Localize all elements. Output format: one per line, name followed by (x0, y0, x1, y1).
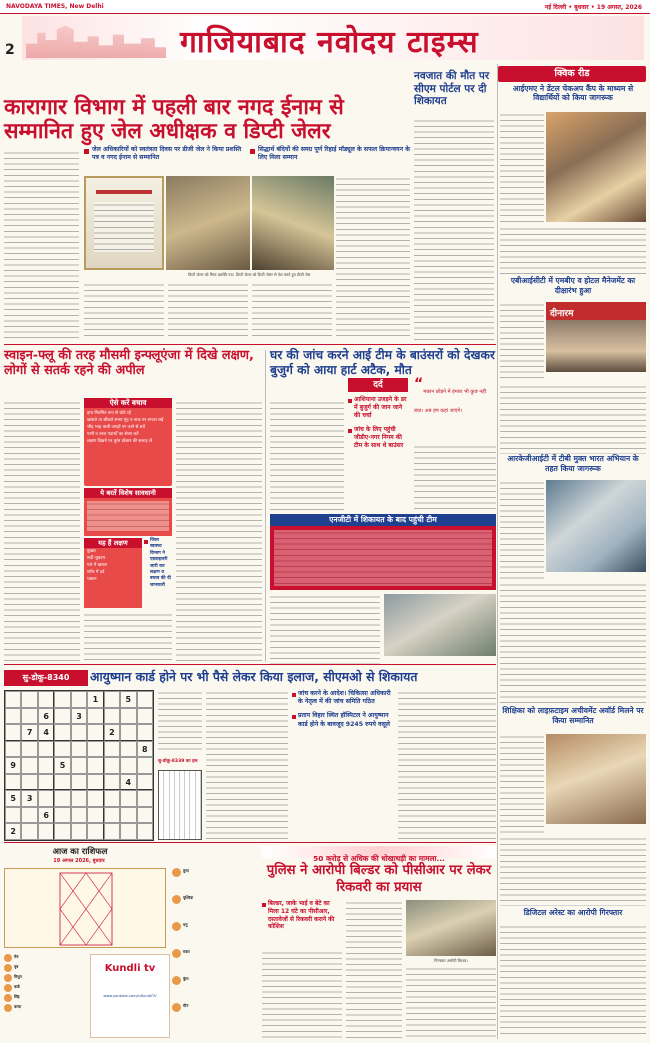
sudoku-cell: 2 (104, 724, 120, 741)
lead-caption-2: डिप्टी जेलर को डिप्टी जेलर से पेश करते हुए डीजी जेल (236, 272, 311, 277)
right-body-1 (500, 112, 544, 222)
sudoku-cell: 4 (120, 774, 136, 791)
sudoku-cell (87, 807, 103, 824)
sudoku-cell (71, 774, 87, 791)
zodiac-capricorn-icon (172, 949, 181, 958)
builder-caption: गिरफ्तार आरोपी बिल्डर। (434, 958, 468, 963)
sign-item: मेष (4, 954, 88, 962)
bullet-square-icon (292, 693, 296, 697)
rashifal-title: आज का राशिफल (52, 846, 108, 856)
flu-box-prevention-title: ऐसे करें बचाव (84, 398, 172, 408)
sudoku-cell (87, 823, 103, 840)
sudoku-cell: 1 (87, 691, 103, 708)
ayushman-headline: आयुष्मान कार्ड होने पर भी पैसे लेकर किया इलाज, सीएमओ से शिकायत (90, 669, 418, 684)
sudoku-cell: 5 (120, 691, 136, 708)
sudoku-cell (71, 724, 87, 741)
fraud-strip: 50 करोड़ से अधिक की धोखाधड़ी का मामला... (262, 846, 496, 858)
flu-body-col1 (4, 400, 80, 662)
sudoku-cell (21, 774, 37, 791)
sudoku-cell (120, 823, 136, 840)
sudoku-cell (137, 708, 153, 725)
side-news-body-col1 (414, 118, 494, 340)
builder-body-col3 (406, 966, 496, 1038)
sudoku-cell (54, 823, 70, 840)
sudoku-cell (54, 774, 70, 791)
rashifal-brand-box (90, 954, 170, 1038)
zodiac-gemini-icon (4, 974, 12, 982)
sudoku-cell (21, 757, 37, 774)
sudoku-cell (38, 757, 54, 774)
right-body-2 (500, 302, 544, 382)
sudoku-cell: 5 (5, 790, 21, 807)
flu-body-col2 (84, 612, 172, 662)
sudoku-cell (104, 774, 120, 791)
heart-dard-label: दर्द (348, 378, 408, 392)
sudoku-cell (137, 774, 153, 791)
right-photo-tb-awareness (546, 480, 646, 572)
sudoku-cell (104, 823, 120, 840)
zodiac-sagittarius-icon (172, 922, 181, 931)
sudoku-cell: 5 (54, 757, 70, 774)
right-photo-dental-camp (546, 112, 646, 222)
zodiac-taurus-icon (4, 964, 12, 972)
sudoku-cell (21, 823, 37, 840)
right-column-divider (497, 64, 498, 1039)
sign-item: तुला (172, 868, 258, 877)
sudoku-cell: 8 (137, 741, 153, 758)
sign-item: मीन (172, 1003, 258, 1012)
sudoku-cell (71, 691, 87, 708)
sign-item: वृष (4, 964, 88, 972)
sudoku-cell (71, 757, 87, 774)
list-item: शरीर में दर्द (87, 570, 105, 575)
sudoku-cell: 4 (38, 724, 54, 741)
sudoku-cell (54, 790, 70, 807)
kundli-logo: Kundli tv (104, 963, 156, 974)
sudoku-cell (71, 741, 87, 758)
quick-read-tab (498, 66, 646, 82)
divider-line (4, 842, 496, 843)
zodiac-cancer-icon (4, 984, 12, 992)
sudoku-cell (71, 823, 87, 840)
list-item: भीड़ भाड़ वाली जगहों पर जाने से बचें (87, 425, 145, 430)
heart-body-col2 (414, 444, 496, 510)
sudoku-cell (104, 790, 120, 807)
sudoku-cell (87, 757, 103, 774)
sign-item: धनु (172, 922, 258, 931)
sudoku-grid (4, 690, 154, 840)
builder-headline: पुलिस ने आरोपी बिल्डर को पीसीआर पर लेकर रिकवरी का प्रयास (266, 863, 492, 895)
masthead-date: नई दिल्ली • बुधवार • 19 अगस्त, 2026 (544, 4, 642, 11)
sudoku-cell (71, 807, 87, 824)
sudoku-cell (54, 691, 70, 708)
heart-body-col3 (270, 594, 380, 664)
sudoku-cell (104, 708, 120, 725)
sudoku-cell (54, 807, 70, 824)
lead-body-col2 (84, 282, 164, 340)
builder-body-col2 (346, 900, 402, 1038)
sudoku-cell: 2 (5, 823, 21, 840)
list-item: हाथ नियमित रूप से धोते रहें (87, 411, 132, 416)
rashifal-chart (4, 868, 166, 948)
ayushman-bullets (292, 690, 394, 840)
sudoku-cell (21, 691, 37, 708)
ayushman-body-col1 (206, 690, 288, 840)
sudoku-cell: 6 (38, 807, 54, 824)
flu-headline: स्वाइन-फ्लू की तरह मौसमी इन्फ्लूएंजा में दिखे लक्षण, लोगों से सतर्क रहने की अपील (4, 348, 254, 378)
sign-item: वृश्चिक (172, 895, 258, 904)
zodiac-scorpio-icon (172, 895, 181, 904)
heart-body-col1 (270, 400, 344, 510)
sudoku-cell (54, 741, 70, 758)
sudoku-cell (87, 774, 103, 791)
sudoku-cell (120, 807, 136, 824)
sudoku-cell (137, 807, 153, 824)
sudoku-cell (137, 757, 153, 774)
zodiac-aquarius-icon (172, 976, 181, 985)
zodiac-pisces-icon (172, 1003, 181, 1012)
sign-item: कर्क (4, 984, 88, 992)
flu-box-prevention-list (84, 408, 172, 447)
rashifal-signs-right (172, 868, 258, 1038)
flu-box-precaution (84, 488, 172, 536)
lead-body-col3 (168, 282, 248, 340)
heart-photo-house (384, 594, 496, 656)
sudoku-cell (137, 790, 153, 807)
sudoku-cell (120, 708, 136, 725)
builder-body-col1 (262, 950, 342, 1038)
builder-subhead: बिल्डर, जाके भाई व बेटे का मिला 12 घंटे का पीसीआर, दस्तावेजों से रिकवरी कराने की कोशिश (262, 900, 342, 948)
right-headline-2: एबीआईसीटी में एमबीए व होटल मैनेजमेंट का दीक्षारंभ हुआ (510, 276, 636, 295)
sign-item: मकर (172, 949, 258, 958)
lead-body-col1 (4, 150, 79, 340)
heart-bullet-2: जांच के लिए पहुंची जीडीए-नगर निगम की टीम के साथ थे बाउंसर (354, 426, 404, 449)
lead-body-col5 (336, 176, 410, 340)
sign-item: कुंभ (172, 976, 258, 985)
lead-body-col4 (252, 282, 332, 340)
quick-read-label: क्विक रीड (554, 68, 590, 79)
zodiac-leo-icon (4, 994, 12, 1002)
list-item: गले में खराश (87, 563, 107, 568)
sudoku-cell (104, 757, 120, 774)
flu-body-col3 (176, 400, 262, 662)
sudoku-cell (54, 708, 70, 725)
sign-item: कन्या (4, 1004, 88, 1012)
zodiac-libra-icon (172, 868, 181, 877)
sudoku-cell (120, 757, 136, 774)
sudoku-cell (5, 708, 21, 725)
flu-side-box: जिला स्वास्थ्य विभाग ने एडवाइजरी जारी कर लक्षण व बचाव की दी जानकारी (144, 538, 172, 608)
lead-photo-certificate (84, 176, 164, 270)
list-item: खांसते या छींकते समय मुंह व नाक पर रुमाल रखें (87, 418, 164, 423)
list-item: सर्दी-जुकाम (87, 556, 106, 561)
sudoku-cell (87, 741, 103, 758)
sudoku-cell (137, 691, 153, 708)
ngt-box-title: एनजीटी में शिकायत के बाद पहुंची टीम (270, 514, 496, 526)
heart-quote: “ मकान छोड़ने में हमारा भी कुछ नहीं बचा। अब हम कहां जाएंगे। (414, 376, 487, 414)
sudoku-cell (87, 724, 103, 741)
sudoku-title: सु-डोकू-8340 (4, 670, 88, 686)
right-headline-5: डिजिटल अरेस्ट का आरोपी गिरफ्तार (523, 908, 623, 917)
flu-box-symptoms-title: यह हैं लक्षण (84, 538, 142, 548)
sudoku-cell (120, 790, 136, 807)
divider-line (4, 664, 496, 665)
flu-box-prevention (84, 398, 172, 486)
rashifal-date: 19 अगस्त 2026, बुधवार (53, 858, 105, 864)
sudoku-cell: 7 (21, 724, 37, 741)
right-body-3 (500, 480, 544, 580)
sudoku-cell (120, 724, 136, 741)
right-body-1b (500, 226, 646, 276)
sudoku-cell (137, 724, 153, 741)
lead-photo-officers-2 (252, 176, 334, 270)
sudoku-cell: 6 (38, 708, 54, 725)
right-body-2b (500, 384, 646, 454)
lead-subhead-1: जेल अधिकारियों को स्वतंत्रता दिवस पर डीजी जेल ने किया प्रशस्ति पत्र व नगद ईनाम से सम्मानित (84, 146, 244, 172)
page-number: 2 (5, 42, 15, 58)
lead-photo-officers-1 (166, 176, 250, 270)
sudoku-cell (21, 807, 37, 824)
zodiac-virgo-icon (4, 1004, 12, 1012)
right-headline-1: आईएमए ने डेंटल चेकअप कैंप के माध्यम से विद्यार्थियों को किया जागरूक (512, 84, 634, 102)
bullet-square-icon (292, 715, 296, 719)
sudoku-cell (38, 823, 54, 840)
bullet-square-icon (262, 903, 266, 907)
heart-headline: घर की जांच करने आई टीम के बाउंसरों को देखकर बुजुर्ग को आया हार्ट अटैक, मौत (270, 348, 495, 377)
kundli-chart-icon (5, 869, 167, 949)
sudoku-cell (38, 741, 54, 758)
ayushman-body-col2 (398, 690, 496, 840)
heart-bullets (348, 396, 410, 506)
sudoku-cell (104, 741, 120, 758)
list-item: पानी व तरल पदार्थों का सेवन करें (87, 432, 139, 437)
flu-box-symptoms (84, 538, 142, 608)
sudoku-cell (71, 790, 87, 807)
sudoku-cell (104, 807, 120, 824)
bullet-square-icon (348, 399, 352, 403)
masthead-title: गाजियाबाद नवोदय टाइम्स (180, 25, 479, 60)
lead-headline: कारागार विभाग में पहली बार नगद ईनाम से सम्मानित हुए जेल अधीक्षक व डिप्टी जेलर (4, 95, 344, 144)
sudoku-cell: 3 (71, 708, 87, 725)
flu-box-precaution-title: ये बरतें विशेष सावधानी (84, 488, 172, 498)
sudoku-cell (38, 691, 54, 708)
masthead (0, 0, 650, 62)
sudoku-cell (21, 741, 37, 758)
sudoku-cell (21, 708, 37, 725)
sudoku-cell (38, 774, 54, 791)
lead-caption-1: डिप्टी जेलर को मिला प्रशस्ति पत्र। (188, 272, 234, 277)
sudoku-cell: 3 (21, 790, 37, 807)
sudoku-answer-label: सु-डोकू-8339 का हल (158, 759, 198, 764)
rashifal-signs (4, 954, 88, 1038)
divider-line (4, 344, 496, 345)
builder-photo-accused (406, 900, 496, 956)
heart-bullet-1: आशियाना उजड़ने के डर में बुजुर्ग की जान जाने की चर्चा (354, 396, 407, 419)
sudoku-cell (5, 774, 21, 791)
sudoku-answer-grid (158, 770, 202, 840)
ayushman-bullet-1: जांच करने के आदेश। चिकित्सा अधिकारी के नेतृत्व में की जांच समिति गठित (298, 690, 391, 706)
sudoku-cell (87, 790, 103, 807)
sudoku-cell (87, 708, 103, 725)
sudoku-cell (120, 741, 136, 758)
ayushman-bullet-2: प्रताप विहार स्थित हॉस्पिटल ने आयुष्मान कार्ड होने के बावजूद 9245 रुपये वसूले (298, 712, 390, 728)
sudoku-cell (5, 741, 21, 758)
lead-subhead-2: सिद्धार्थ बंदियों की समग्र पूर्ण रिहाई मॉड्यूल के सफल क्रियान्वयन के लिए मिला सम्मान (250, 146, 410, 172)
bullet-square-icon (84, 149, 89, 154)
sudoku-cell (5, 724, 21, 741)
sudoku-cell (5, 691, 21, 708)
right-body-4b (500, 836, 646, 906)
right-body-5 (500, 924, 646, 1036)
sudoku-cell (38, 790, 54, 807)
sudoku-cell: 9 (5, 757, 21, 774)
ngt-box (270, 514, 496, 590)
sudoku-instructions (158, 690, 202, 754)
right-photo-board-text: दीनारम (550, 309, 574, 319)
right-photo-orientation (546, 302, 646, 372)
right-photo-award (546, 734, 646, 824)
sign-item: मिथुन (4, 974, 88, 982)
list-item: थकान (87, 577, 97, 582)
sudoku-cell (137, 823, 153, 840)
right-body-3b (500, 582, 646, 706)
quote-icon: “ (414, 376, 424, 392)
flu-vertical-divider (265, 350, 266, 662)
right-body-4 (500, 734, 544, 834)
masthead-left-tag: NAVODAYA TIMES, New Delhi (6, 3, 104, 10)
right-headline-3: आरकेजीआईटी में टीबी मुक्त भारत अभियान के तहत किया जागरूक (507, 454, 639, 473)
sudoku-cell (54, 724, 70, 741)
kundli-url: www.youtube.com/c/KundliTV (103, 994, 157, 998)
bullet-square-icon (250, 149, 255, 154)
list-item: लक्षण दिखने पर तुरंत डॉक्टर की सलाह लें (87, 439, 153, 444)
side-news-headline: नवजात की मौत पर सीएम पोर्टल पर दी शिकायत (414, 70, 490, 107)
right-headline-4: शिक्षिका को लाइफ़टाइम अचीवमेंट अवॉर्ड मिलने पर किया सम्मानित (502, 706, 644, 725)
sudoku-cell (104, 691, 120, 708)
zodiac-aries-icon (4, 954, 12, 962)
list-item: बुखार (87, 549, 96, 554)
sign-item: सिंह (4, 994, 88, 1002)
bullet-square-icon (348, 429, 352, 433)
sudoku-cell (5, 807, 21, 824)
bullet-square-icon (144, 540, 148, 544)
